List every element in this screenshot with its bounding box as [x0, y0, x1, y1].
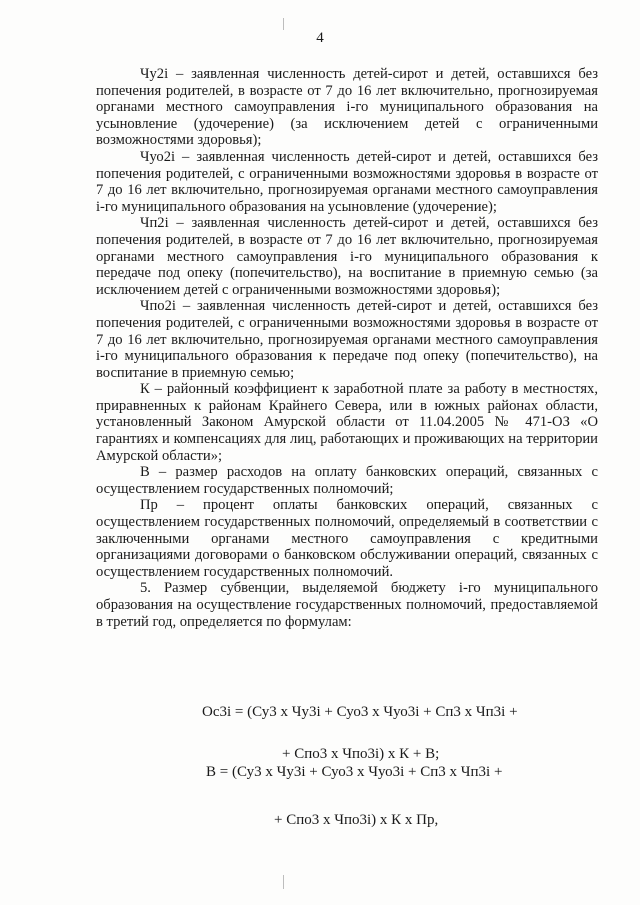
paragraph-chu2i: Чу2i – заявленная численность детей-сирот и детей, оставшихся без попечения родителей, в возрасте от 7 до 16 лет включительно, прогнозируемая органами местного самоуправления i-го муниципального образования на усыновление (удочерение) (за исключением детей с ограниченными возможностями здоровья); [96, 66, 598, 149]
paragraph-chpo2i: Чпо2i – заявленная численность детей-сирот и детей, оставшихся без попечения родителей, с ограниченными возможностями здоровья в возрасте от 7 до 16 лет включительно, прогнозируемая органами местного самоуправления i-го муниципального образования к передаче под опеку (попечительство), на воспитание в приемную семью; [96, 298, 598, 381]
page-number: 4 [316, 30, 324, 46]
formula-os3i-line-2: + Спо3 х Чпо3i) х К + В; [282, 746, 440, 762]
paragraph-k-coefficient: К – районный коэффициент к заработной плате за работу в местностях, приравненных к районам Крайнего Севера, или в южных районах области, установленный Законом Амурской области от 11.04.2005 № 471-ОЗ «О гарантиях и компенсациях для лиц, работающих и проживающих на территории Амурской области»; [96, 381, 598, 464]
document-body [96, 66, 598, 630]
formula-os3i-line-1: Ос3i = (Су3 х Чу3i + Суо3 х Чуо3i + Сп3 х Чп3i + [202, 704, 518, 720]
paragraph-chuo2i: Чуо2i – заявленная численность детей-сирот и детей, оставшихся без попечения родителей, с ограниченными возможностями здоровья в возрасте от 7 до 16 лет включительно, прогнозируемая органами местного самоуправления i-го муниципального образования на усыновление (удочерение); [96, 148, 598, 215]
scan-artifact-bottom [283, 875, 284, 889]
formula-v-line-1: В = (Су3 х Чу3i + Суо3 х Чуо3i + Сп3 х Чп3i + [206, 764, 503, 780]
paragraph-pr-percent: Пр – процент оплаты банковских операций, связанных с осуществлением государственных полномочий, определяемый в соответствии с заключенными органами местного самоуправления с кредитными организациями договорами о банковском обслуживании операций, связанных с осуществлением государственных полномочий. [96, 497, 598, 580]
formula-v-line-2: + Спо3 х Чпо3i) х К х Пр, [274, 812, 439, 828]
paragraph-item-5: 5. Размер субвенции, выделяемой бюджету i-го муниципального образования на осуществление государственных полномочий, предоставляемой в третий год, определяется по формулам: [96, 580, 598, 630]
paragraph-chp2i: Чп2i – заявленная численность детей-сирот и детей, оставшихся без попечения родителей, в возрасте от 7 до 16 лет включительно, прогнозируемая органами местного самоуправления i-го муниципального образования к передаче под опеку (попечительство), на воспитание в приемную семью (за исключением детей с ограниченными возможностями здоровья); [96, 215, 598, 298]
scan-artifact-top [283, 18, 284, 30]
paragraph-v-bank-costs: В – размер расходов на оплату банковских операций, связанных с осуществлением государственных полномочий; [96, 464, 598, 497]
